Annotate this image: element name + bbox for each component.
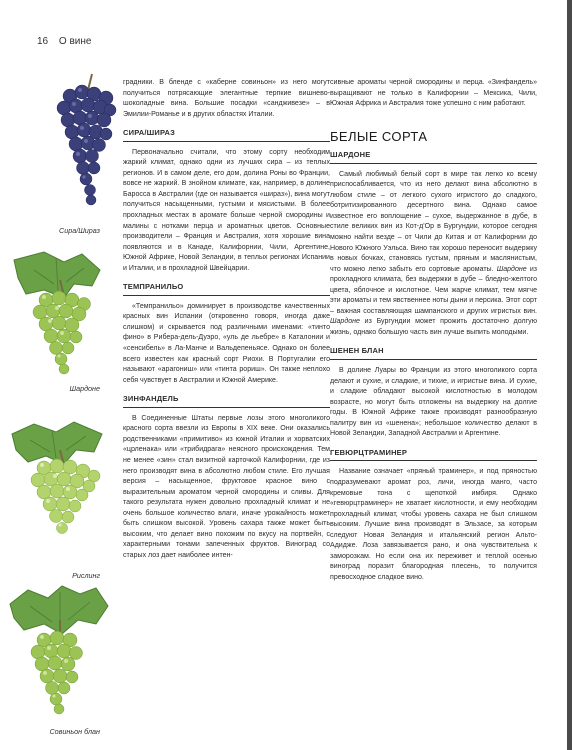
chardonnay-text-part-1: Самый любимый белый сорт в мире так легко ко всему приспосабливается, что из него делают вина абсолютно в любом стиле – от легкого сухого игристого до сладкого, ботритизированного десертного вина. Однако самое известное его воплощение – сухое, выдержанное в дубе, в стиле великих вин из Кот-д'Ор в Бургундии, которое сегодня можно найти везде – от Чили до Китая и от Калифорнии до Нового Южного Уэльса. Вино так хорошо переносит выдержку в новых бочках, становясь густым, пряным и маслянистым, что можно легко забыть его сортовые ароматы. [330,170,537,273]
chenin-blanc-paragraph: В долине Луары во Франции из этого многоликого сорта делают и сухие, и сладкие, и тихие, и игристые вина. И сухие, и сладкие обладают высокой кислотностью в молодом возрасте, но могут быть отложены на выдержку на долгие годы. В Южной Африке также производят разнообразную палитру вин из «шенена»; небольшое количество делают в Новой Зеландии, Западной Австралии и Аргентине. [330,367,537,438]
chardonnay-paragraph [330,170,537,339]
heading-chardonnay: ШАРДОНЕ [330,150,537,164]
section-title-white-varieties: БЕЛЫЕ СОРТА [330,128,428,144]
tempranillo-paragraph: «Темпранильо» доминирует в производстве качественных красных вин Испании (откровенно говоря, иногда даже слишком) и скрывается под различными именами: «тинто фино» в Рибера-дель-Дуэро, «уль де льебре» в Каталонии и «сенсибель» в Ла-Манче и Вальдепеньясе. Однако он более всего известен как красный сорт Риохи. В Португалии его называют «арагониш» или «тинта рориш». Он также неплохо себя чувствует в Австралии и Южной Америке. [123,302,330,384]
chardonnay-text-part-2: из прохладного климата, без выдержки в дубе – бледно-желтого цвета, яблочное и кислотное. Чем жарче климат, тем мягче эти ароматы и тем явственнее ноты дыни и персика. Этот сорт – важная составляющая шампанского и других игристых вин. [330,265,537,315]
page-edge-bar [567,0,572,750]
chardonnay-italic-1: Шардоне [496,265,527,273]
chapter-title: О вине [58,36,92,47]
zinfandel-paragraph: В Соединенные Штаты первые лозы этого многоликого красного сорта ввезли из Европы в XIX веке. Они оказались родственниками «примитиво» из южной Италии и хорватских «црленака» или «трибидрага» неясного происхождения. Тем не менее «зин» стал визитной карточкой Калифорнии, где из него производят вина в абсолютно любом стиле. Его лучшая версия – насыщенное, фруктовое красное вино с выразительным ароматом черной смородины и сливы. Для такого результата нужен довольно прохладный климат и не очень большое количество влаги, иначе урожайность может быть слишком высокой. Уровень сахара также может быть высоким, что делает вино похожим по вкусу на портвейн, с характерными тонами запеченных фруктов. Виноград со старых лоз дает наиболее интен- [123,414,330,559]
syrah-paragraph: Первоначально считали, что этому сорту необходим жаркий климат, однако одни из лучших сира – из теплых регионов. И в самом деле, его дом, долина Роны во Франции, вовсе не жаркий. В знойном климате, как, например, в долине Баросса в Австралии (где он называется «шираз»), вина могут получиться насыщенными, густыми и мясистыми. В более прохладных местах в аромате больше черной смородины и малины с нотками перца и ароматных цветов. Основные производители – Франция и Австралия, хотя хорошие вина появляются и в Канаде, Калифорнии, Чили, Аргентине, Южной Африке, Новой Зеландии, в теплых регионах Испании и Италии, и в прохладной Швейцарии. [123,148,330,272]
heading-chenin-blanc: ШЕНЕН БЛАН [330,346,537,360]
syrah-grape-illustration [52,72,118,222]
chardonnay-grape-illustration [4,250,118,380]
page-number: 16 [37,36,49,47]
chardonnay-text-part-3: из Бургундии может прожить достаточно долгую жизнь, однако большую часть вин лучше выпить молодыми. [330,318,537,336]
caption-riesling: Рислинг [72,571,100,580]
illustration-column [0,0,118,750]
sauvignon-blanc-grape-illustration [4,584,118,724]
sangiovese-continuation: градники. В бленде с «каберне совиньон» из него могут получиться потрясающие элегантные терпкие вишнево-шоколадные вина. Большие посадки «сандживезе» – в Эмилии-Романье и в других областях Италии. [123,79,330,118]
caption-chardonnay: Шардоне [69,384,100,393]
heading-zinfandel: ЗИНФАНДЕЛЬ [123,394,330,408]
heading-gewurztraminer: ГЕВЮРЦТРАМИНЕР [330,448,537,462]
caption-syrah: Сира/Шираз [59,226,100,235]
caption-sauvignon-blanc: Совиньон блан [49,727,100,736]
gewurztraminer-paragraph: Название означает «пряный траминер», и под пряностью подразумевают аромат роз, личи, иногда манго, часто кремовые тона с щепоткой имбиря. Однако «гевюрцтраминер» не хватает кислотности, и ему необходим прохладный климат, чтобы уровень сахара не был слишком высоким. Лучшие вина производят в Эльзасе, за которым следуют Новая Зеландия и итальянский регион Альто-Адидже. Лоза завязывается рано, и она чувствительна к заморозкам. Но если она их переживет и теплой осенью виноград поразит благородная плесень, то получится превосходное сладкое вино. [330,468,537,581]
heading-tempranillo: ТЕМПРАНИЛЬО [123,282,330,296]
heading-syrah: СИРА/ШИРАЗ [123,128,330,142]
zinfandel-continuation: сивные ароматы черной смородины и перца. «Зинфандель» выращивают не только в Калифорнии – Мексика, Чили, Южная Африка и Австралия тоже успешно с ним работают. [330,79,537,108]
chardonnay-italic-2: Шардоне [330,318,360,326]
text-column-1 [123,78,330,561]
text-column-2 [330,78,537,583]
riesling-grape-illustration [4,420,118,550]
